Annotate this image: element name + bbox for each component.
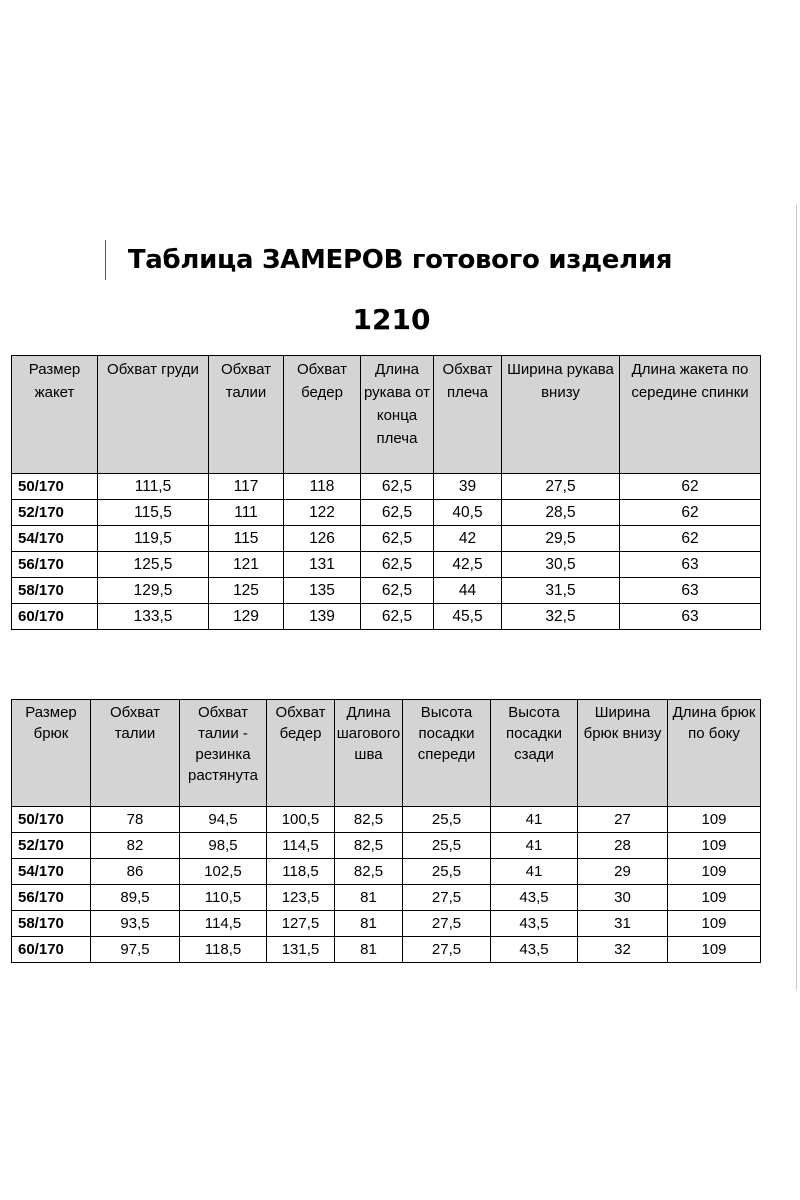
measurement-cell: 32: [578, 937, 668, 963]
table-row: [12, 807, 761, 833]
measurement-cell: 63: [620, 604, 761, 630]
column-header: Обхват бедер: [267, 700, 335, 807]
measurement-cell: 40,5: [434, 500, 502, 526]
measurement-cell: 27,5: [403, 911, 491, 937]
column-header: Обхват талии: [209, 356, 284, 474]
measurement-cell: 109: [668, 885, 761, 911]
measurement-cell: 129,5: [98, 578, 209, 604]
table-row: [12, 937, 761, 963]
size-cell: 60/170: [12, 937, 91, 963]
table-row: [12, 552, 761, 578]
measurement-cell: 62,5: [361, 474, 434, 500]
column-header: Длина жакета по середине спинки: [620, 356, 761, 474]
measurement-cell: 81: [335, 885, 403, 911]
measurement-cell: 41: [491, 859, 578, 885]
measurement-cell: 25,5: [403, 859, 491, 885]
column-header: Высота посадки сзади: [491, 700, 578, 807]
measurement-cell: 63: [620, 578, 761, 604]
measurement-cell: 133,5: [98, 604, 209, 630]
measurement-cell: 43,5: [491, 911, 578, 937]
trousers-table-header: [12, 700, 761, 807]
measurement-cell: 111,5: [98, 474, 209, 500]
measurement-cell: 114,5: [267, 833, 335, 859]
column-header: Длина брюк по боку: [668, 700, 761, 807]
measurement-cell: 44: [434, 578, 502, 604]
measurement-cell: 30,5: [502, 552, 620, 578]
measurement-cell: 118,5: [267, 859, 335, 885]
measurement-cell: 93,5: [91, 911, 180, 937]
measurement-cell: 31,5: [502, 578, 620, 604]
measurement-cell: 78: [91, 807, 180, 833]
measurement-cell: 98,5: [180, 833, 267, 859]
measurement-cell: 114,5: [180, 911, 267, 937]
size-cell: 56/170: [12, 885, 91, 911]
measurement-cell: 62: [620, 500, 761, 526]
table-row: [12, 604, 761, 630]
size-cell: 52/170: [12, 833, 91, 859]
measurement-cell: 62: [620, 526, 761, 552]
measurement-cell: 109: [668, 807, 761, 833]
size-cell: 58/170: [12, 578, 98, 604]
measurement-cell: 125: [209, 578, 284, 604]
measurement-cell: 115: [209, 526, 284, 552]
table-row: [12, 578, 761, 604]
measurement-cell: 81: [335, 937, 403, 963]
measurement-cell: 111: [209, 500, 284, 526]
size-cell: 54/170: [12, 859, 91, 885]
measurement-cell: 29: [578, 859, 668, 885]
table-row: [12, 859, 761, 885]
measurement-cell: 63: [620, 552, 761, 578]
table-row: [12, 885, 761, 911]
measurement-cell: 129: [209, 604, 284, 630]
measurement-cell: 27: [578, 807, 668, 833]
measurement-cell: 86: [91, 859, 180, 885]
measurement-cell: 32,5: [502, 604, 620, 630]
measurement-cell: 42: [434, 526, 502, 552]
measurement-cell: 28,5: [502, 500, 620, 526]
trousers-measurements-table: [11, 699, 761, 963]
measurement-cell: 62,5: [361, 604, 434, 630]
measurement-cell: 97,5: [91, 937, 180, 963]
column-header: Обхват бедер: [284, 356, 361, 474]
size-cell: 50/170: [12, 807, 91, 833]
measurement-cell: 27,5: [403, 885, 491, 911]
measurement-cell: 125,5: [98, 552, 209, 578]
measurement-cell: 109: [668, 833, 761, 859]
table-row: [12, 500, 761, 526]
measurement-cell: 123,5: [267, 885, 335, 911]
measurement-cell: 31: [578, 911, 668, 937]
column-header: Обхват талии: [91, 700, 180, 807]
size-cell: 60/170: [12, 604, 98, 630]
measurement-cell: 43,5: [491, 937, 578, 963]
measurement-cell: 109: [668, 911, 761, 937]
measurement-cell: 82,5: [335, 859, 403, 885]
column-header: Высота посадки спереди: [403, 700, 491, 807]
measurement-cell: 115,5: [98, 500, 209, 526]
column-header: Длина шагового шва: [335, 700, 403, 807]
measurement-cell: 121: [209, 552, 284, 578]
model-number: 1210: [352, 303, 431, 336]
measurement-cell: 29,5: [502, 526, 620, 552]
page-title: Таблица ЗАМЕРОВ готового изделия: [127, 245, 673, 275]
jacket-table-body: [12, 474, 761, 630]
measurement-cell: 27,5: [502, 474, 620, 500]
table-row: [12, 474, 761, 500]
trousers-table-body: [12, 807, 761, 963]
table-row: [12, 526, 761, 552]
measurement-cell: 119,5: [98, 526, 209, 552]
measurement-cell: 94,5: [180, 807, 267, 833]
measurement-cell: 82,5: [335, 833, 403, 859]
measurement-cell: 109: [668, 859, 761, 885]
table-row: [12, 833, 761, 859]
column-header: Размер жакет: [12, 356, 98, 474]
column-header: Длина рукава от конца плеча: [361, 356, 434, 474]
column-header: Ширина рукава внизу: [502, 356, 620, 474]
column-header: Размер брюк: [12, 700, 91, 807]
column-header: Обхват талии - резинка растянута: [180, 700, 267, 807]
measurement-cell: 41: [491, 807, 578, 833]
measurement-cell: 100,5: [267, 807, 335, 833]
measurement-cell: 62: [620, 474, 761, 500]
jacket-table-header: [12, 356, 761, 474]
measurement-cell: 42,5: [434, 552, 502, 578]
measurement-cell: 62,5: [361, 526, 434, 552]
measurement-cell: 81: [335, 911, 403, 937]
measurement-cell: 102,5: [180, 859, 267, 885]
measurement-cell: 62,5: [361, 578, 434, 604]
jacket-measurements-table: [11, 355, 761, 630]
size-cell: 50/170: [12, 474, 98, 500]
measurement-cell: 41: [491, 833, 578, 859]
measurement-cell: 45,5: [434, 604, 502, 630]
measurement-cell: 126: [284, 526, 361, 552]
size-cell: 52/170: [12, 500, 98, 526]
size-cell: 56/170: [12, 552, 98, 578]
measurement-cell: 118,5: [180, 937, 267, 963]
column-header: Обхват груди: [98, 356, 209, 474]
measurement-cell: 39: [434, 474, 502, 500]
measurement-cell: 131,5: [267, 937, 335, 963]
measurement-cell: 27,5: [403, 937, 491, 963]
size-cell: 54/170: [12, 526, 98, 552]
table-row: [12, 911, 761, 937]
measurement-cell: 117: [209, 474, 284, 500]
size-cell: 58/170: [12, 911, 91, 937]
measurement-cell: 131: [284, 552, 361, 578]
column-header: Обхват плеча: [434, 356, 502, 474]
measurement-cell: 127,5: [267, 911, 335, 937]
measurement-cell: 82,5: [335, 807, 403, 833]
measurement-cell: 110,5: [180, 885, 267, 911]
measurement-cell: 43,5: [491, 885, 578, 911]
measurement-cell: 25,5: [403, 833, 491, 859]
measurement-cell: 30: [578, 885, 668, 911]
measurement-cell: 62,5: [361, 552, 434, 578]
measurement-cell: 28: [578, 833, 668, 859]
column-header: Ширина брюк внизу: [578, 700, 668, 807]
measurement-cell: 118: [284, 474, 361, 500]
measurement-cell: 109: [668, 937, 761, 963]
measurement-cell: 89,5: [91, 885, 180, 911]
measurement-cell: 82: [91, 833, 180, 859]
measurement-cell: 25,5: [403, 807, 491, 833]
measurement-cell: 122: [284, 500, 361, 526]
page-edge-line: [796, 205, 797, 990]
measurement-cell: 135: [284, 578, 361, 604]
measurement-cell: 62,5: [361, 500, 434, 526]
measurement-cell: 139: [284, 604, 361, 630]
